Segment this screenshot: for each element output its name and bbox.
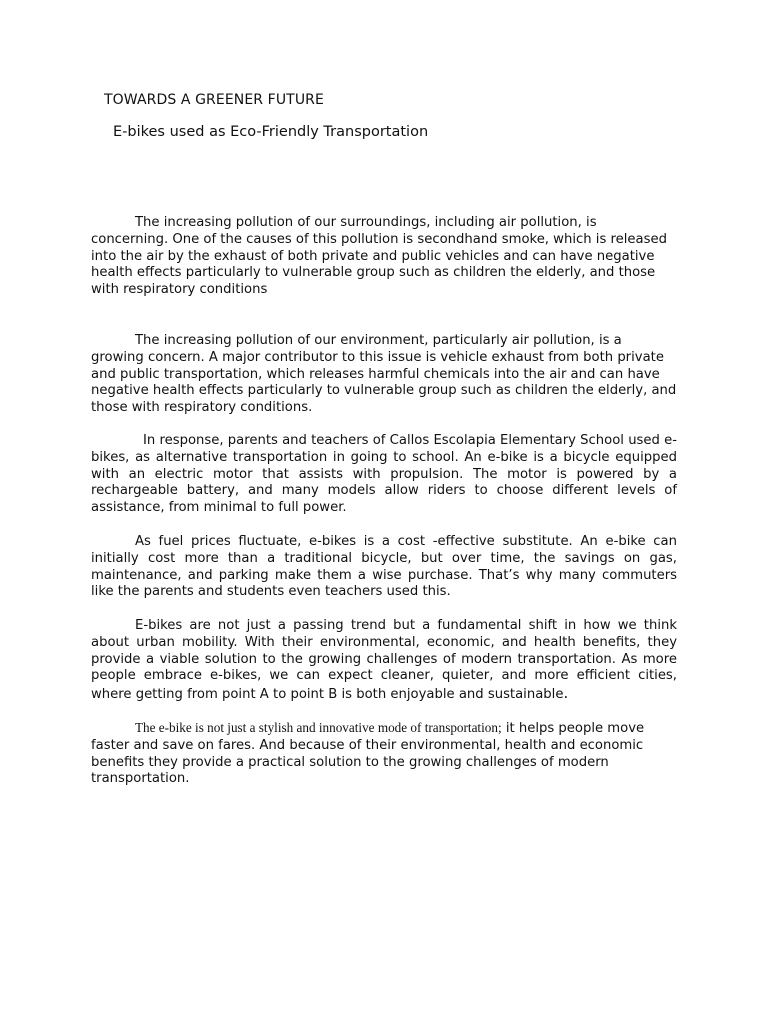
document-subtitle: E-bikes used as Eco-Friendly Transportation [113, 124, 429, 140]
paragraph-6-serif-run: The e-bike is not just a stylish and innovative mode of transportation; [135, 720, 502, 735]
paragraph-2: The increasing pollution of our environment, particularly air pollution, is a growing concern. A major contributor to this issue is vehicle exhaust from both private and public transportation, which releases harmful chemicals into the air and can have negative health effects particularly to vulnerable group such as children the elderly, and those with respiratory conditions. [91, 333, 677, 416]
paragraph-5 [91, 618, 677, 704]
paragraph-1: The increasing pollution of our surroundings, including air pollution, is concerning. One of the causes of this pollution is secondhand smoke, which is released into the air by the exhaust of both private and public vehicles and can have negative health effects particularly to vulnerable group such as children the elderly, and those with respiratory conditions [91, 215, 667, 298]
paragraph-3: In response, parents and teachers of Callos Escolapia Elementary School used e-bikes, as alternative transportation in going to school. An e-bike is a bicycle equipped with an electric motor that assists with propulsion. The motor is powered by a rechargeable battery, and many models allow riders to choose different levels of assistance, from minimal to full power. [91, 433, 677, 516]
paragraph-5-text: E-bikes are not just a passing trend but a fundamental shift in how we think about urban mobility. With their environmental, economic, and health benefits, they provide a viable solution to the growing challenges of modern transportation. As more people embrace e-bikes, we can expect cleaner, quieter, and more efficient cities, where getting from point A to point B is both enjoyable and sustainable [91, 618, 677, 703]
paragraph-4: As fuel prices fluctuate, e-bikes is a cost -effective substitute. An e-bike can initially cost more than a traditional bicycle, but over time, the savings on gas, maintenance, and parking make them a wise purchase. That’s why many commuters like the parents and students even teachers used this. [91, 534, 677, 600]
document-title: TOWARDS A GREENER FUTURE [104, 92, 324, 108]
paragraph-6 [91, 720, 677, 788]
paragraph-6-rest: it helps people move faster and save on fares. And because of their environmental, health and economic benefits they provide a practical solution to the growing challenges of modern transportation. [91, 721, 645, 787]
paragraph-5-period: . [563, 684, 569, 703]
